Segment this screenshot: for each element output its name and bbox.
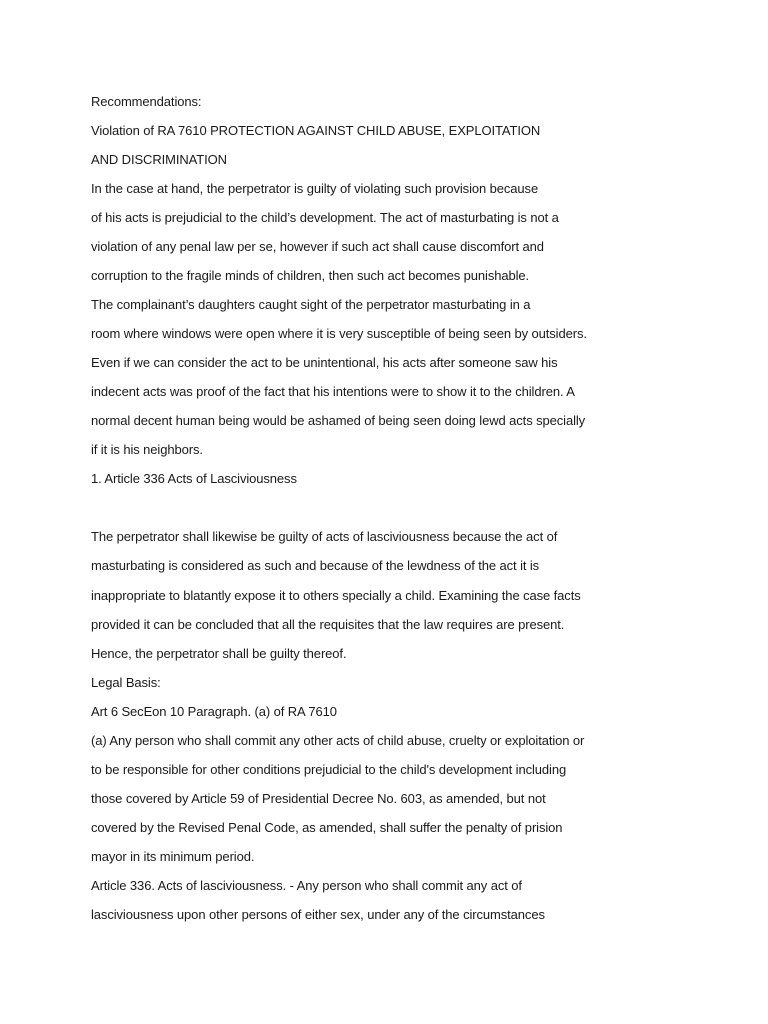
paragraph-line: The perpetrator shall likewise be guilty of acts of lasciviousness because the act of [91,529,558,544]
paragraph-line: Hence, the perpetrator shall be guilty thereof. [91,646,347,661]
paragraph-line: of his acts is prejudicial to the child’s development. The act of masturbating is not a [91,210,559,225]
paragraph-line: indecent acts was proof of the fact that his intentions were to show it to the children. A [91,384,575,399]
paragraph-line: if it is his neighbors. [91,442,203,457]
heading-violation-ra7610-cont: AND DISCRIMINATION [91,152,227,167]
paragraph-line: inappropriate to blatantly expose it to others specially a child. Examining the case facts [91,588,581,603]
paragraph-line: to be responsible for other conditions prejudicial to the child's development including [91,762,567,777]
paragraph-line: normal decent human being would be ashamed of being seen doing lewd acts specially [91,413,586,428]
heading-violation-ra7610: Violation of RA 7610 PROTECTION AGAINST CHILD ABUSE, EXPLOITATION [91,123,541,138]
paragraph-line: covered by the Revised Penal Code, as amended, shall suffer the penalty of prision [91,820,563,835]
paragraph-line: corruption to the fragile minds of children, then such act becomes punishable. [91,268,530,283]
paragraph-line: lasciviousness upon other persons of either sex, under any of the circumstances [91,907,545,922]
paragraph-line: room where windows were open where it is very susceptible of being seen by outsiders. [91,326,587,341]
heading-art6-section10: Art 6 SecEon 10 Paragraph. (a) of RA 7610 [91,704,337,719]
paragraph-line: mayor in its minimum period. [91,849,255,864]
paragraph-line: Even if we can consider the act to be unintentional, his acts after someone saw his [91,355,558,370]
paragraph-line: masturbating is considered as such and because of the lewdness of the act it is [91,558,540,573]
paragraph-line: The complainant’s daughters caught sight of the perpetrator masturbating in a [91,297,531,312]
paragraph-line: violation of any penal law per se, however if such act shall cause discomfort and [91,239,544,254]
paragraph-line: those covered by Article 59 of Presidential Decree No. 603, as amended, but not [91,791,546,806]
paragraph-line: (a) Any person who shall commit any other acts of child abuse, cruelty or exploitation or [91,733,585,748]
heading-article-336: 1. Article 336 Acts of Lasciviousness [91,471,297,486]
heading-legal-basis: Legal Basis: [91,675,161,690]
paragraph-line: Article 336. Acts of lasciviousness. - Any person who shall commit any act of [91,878,522,893]
heading-recommendations: Recommendations: [91,94,202,109]
paragraph-line: provided it can be concluded that all the requisites that the law requires are present. [91,617,565,632]
paragraph-line: In the case at hand, the perpetrator is guilty of violating such provision because [91,181,539,196]
